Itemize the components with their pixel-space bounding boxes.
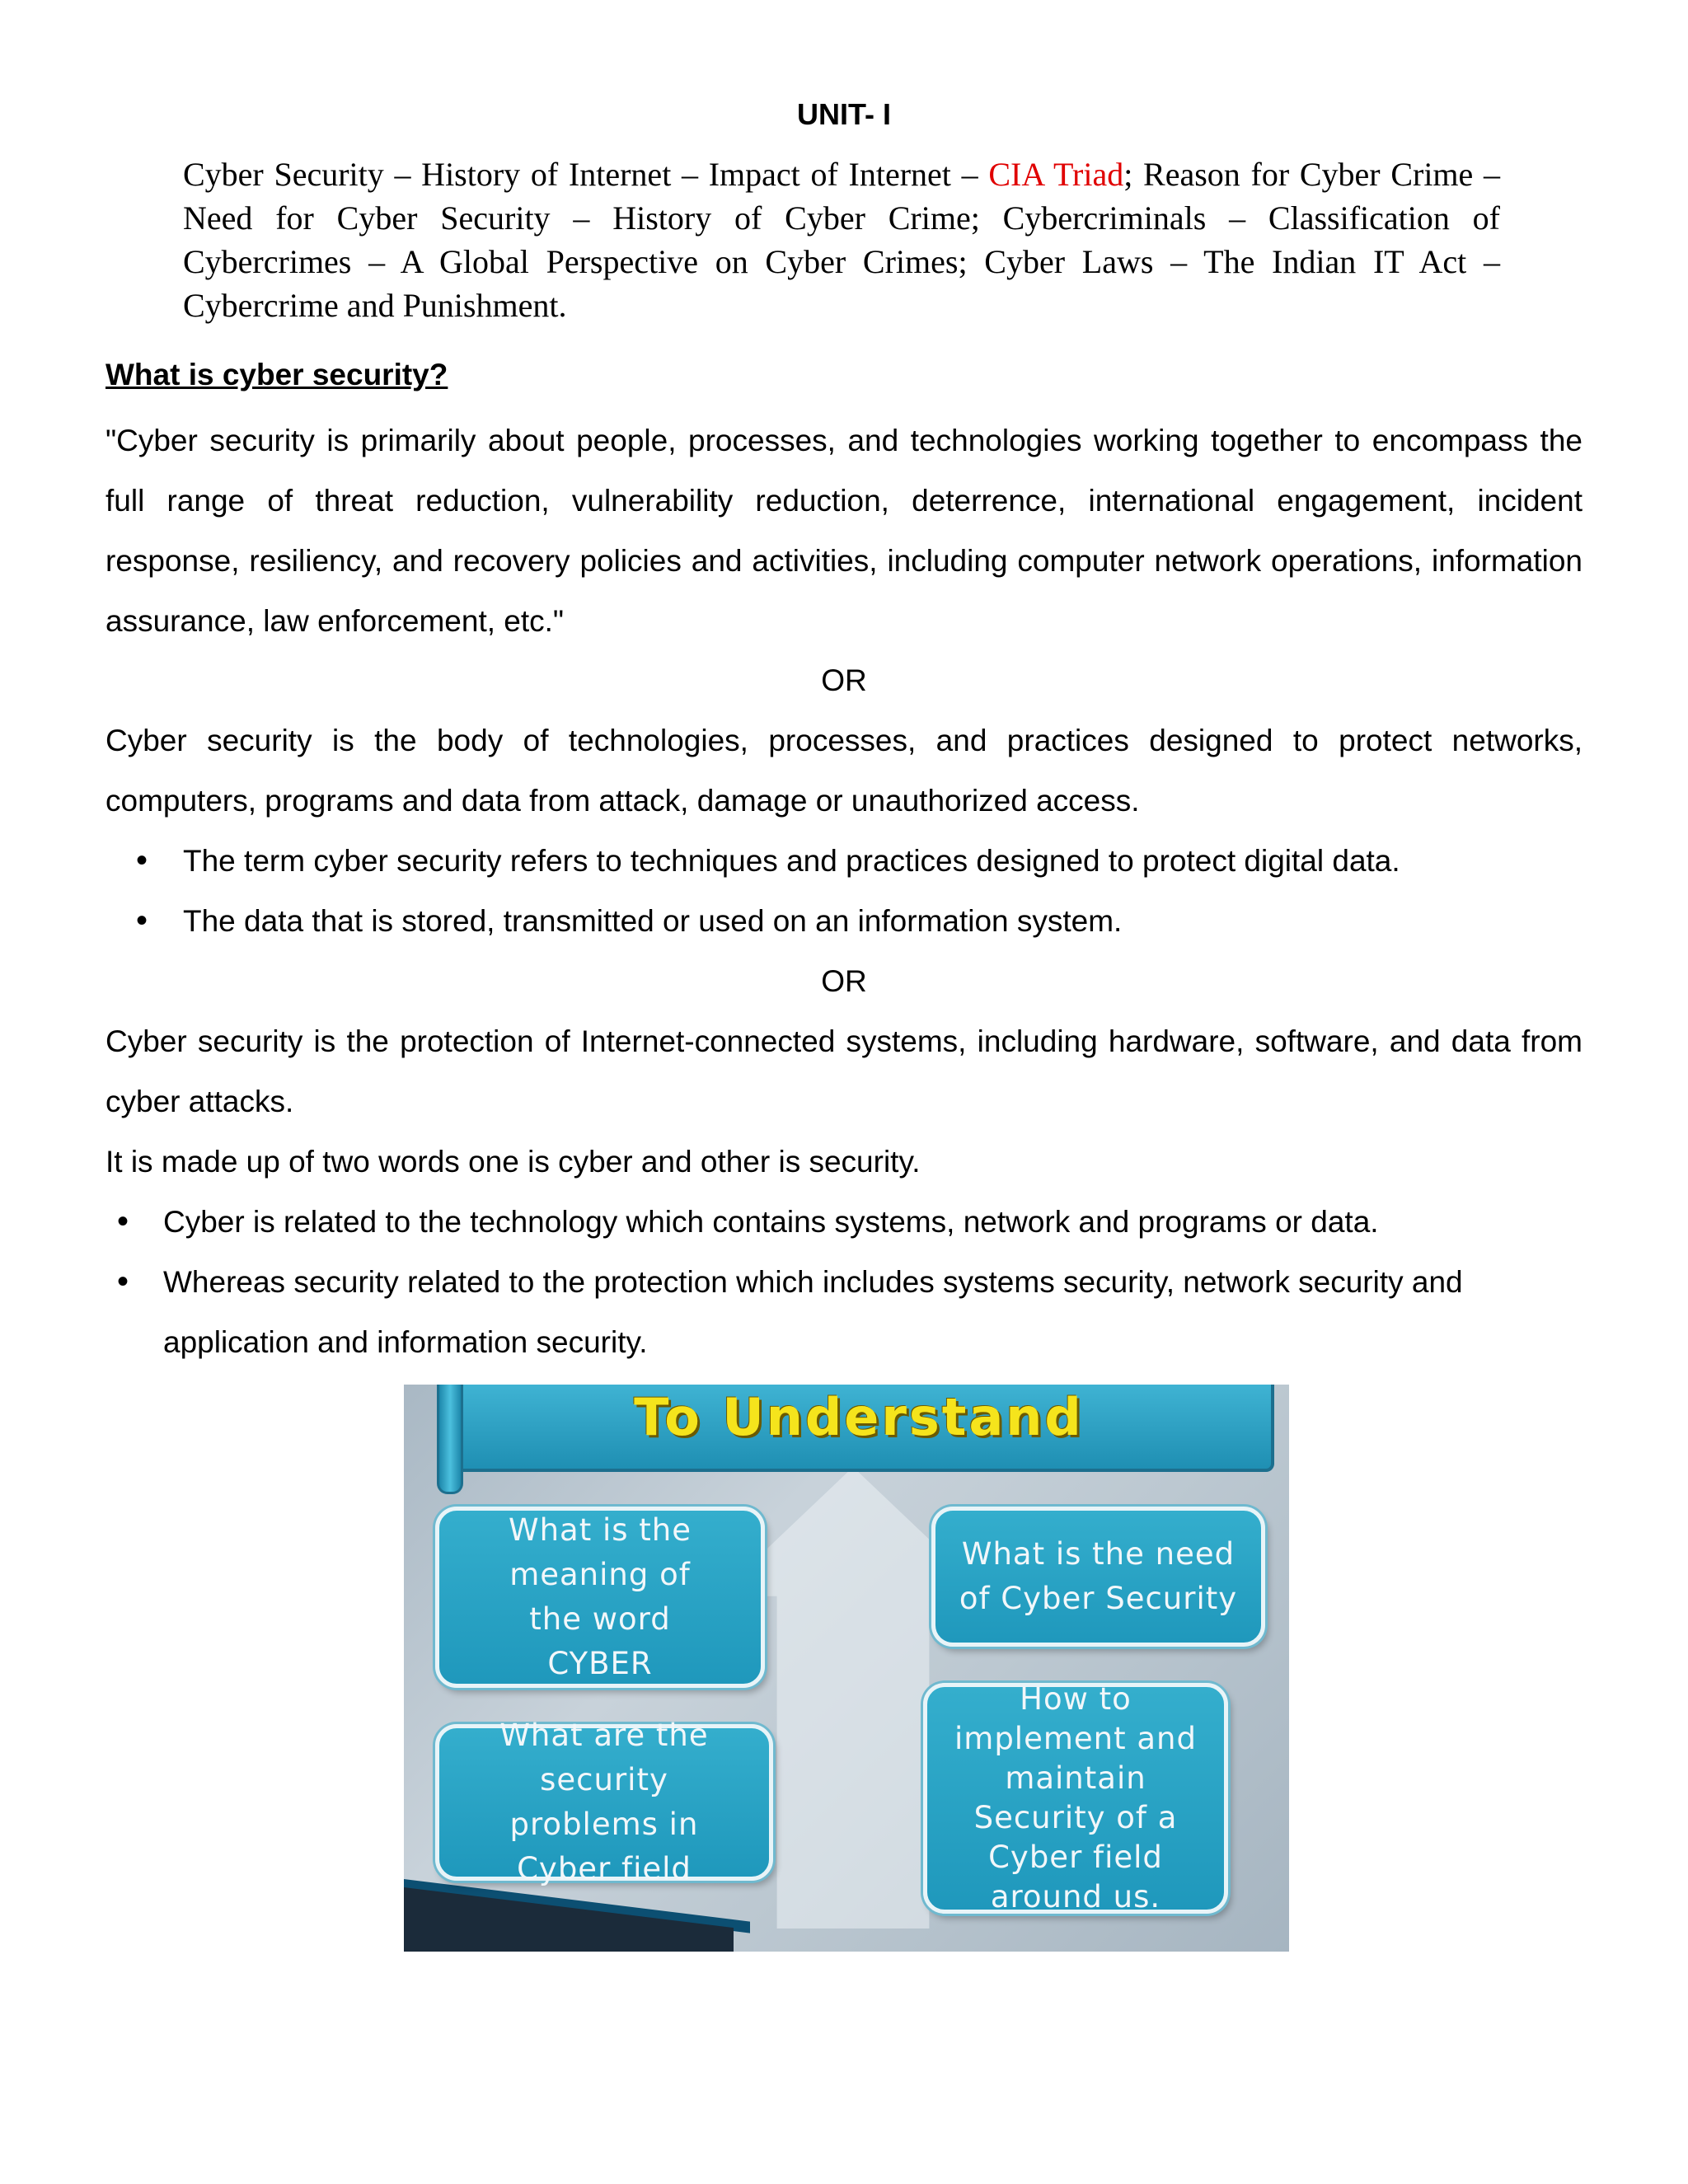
or-separator-2: OR: [821, 964, 867, 998]
box-line: Cyber field: [988, 1840, 1163, 1875]
syllabus-topics: [183, 152, 1500, 327]
definition-1: "Cyber security is primarily about people, processes, and technologies working together to encompass the full range of threat reduction, vulnerability reduction, deterrence, international engagement, incident response, resiliency, and recovery policies and activities, including computer network operations, information assurance, law enforcement, etc.": [106, 424, 1582, 638]
box-line: implement and: [954, 1721, 1197, 1756]
bullet-item: Whereas security related to the protection which includes systems security, network security and: [163, 1265, 1463, 1299]
definition-2: Cyber security is the body of technologies, processes, and practices designed to protect networks, computers, programs and data from attack, damage or unauthorized access.: [106, 724, 1582, 818]
box-line: maintain: [1005, 1760, 1146, 1796]
banner: [443, 1385, 1274, 1472]
info-box-implement-maintain: [923, 1683, 1228, 1914]
bullet-dot: •: [117, 1263, 129, 1300]
syllabus-highlight: CIA Triad: [988, 156, 1124, 193]
box-line: Security of a: [973, 1800, 1178, 1835]
definition-3: Cyber security is the protection of Internet-connected systems, including hardware, software, and data from cyber attacks.: [106, 1024, 1582, 1118]
or-separator-1: OR: [821, 663, 867, 697]
bullet-item-continued: application and information security.: [163, 1325, 648, 1359]
bullet-dot: •: [136, 902, 148, 939]
banner-title: To Understand: [634, 1387, 1084, 1447]
bullet-dot: •: [117, 1203, 129, 1240]
box-line: meaning of: [509, 1557, 691, 1592]
syllabus-part-1: Cyber Security – History of Internet – Impact of Internet –: [183, 156, 989, 193]
box-line: What is the: [508, 1512, 692, 1548]
box-line: the word: [529, 1601, 671, 1637]
syllabus-part-2: ; Reason for Cyber Crime – Need for Cyber Security – History of Cyber Crime; Cybercriminals – Classification of Cybercrimes – A Global Perspective on Cyber Crimes; Cyber Laws – The Indian IT Act – Cybercrime and Punishment.: [183, 156, 1501, 324]
bullet-item: The term cyber security refers to techniques and practices designed to protect digital data.: [183, 844, 1400, 878]
box-line: around us.: [990, 1879, 1161, 1915]
box-line: security: [540, 1762, 668, 1797]
box-line: What is the need: [961, 1536, 1236, 1572]
to-understand-infographic: [404, 1385, 1289, 1952]
info-box-need-cyber-security: [931, 1507, 1265, 1647]
two-words-line: It is made up of two words one is cyber and other is security.: [106, 1145, 921, 1179]
info-box-meaning-cyber: [435, 1507, 765, 1688]
box-line: CYBER: [547, 1646, 653, 1681]
box-line: of Cyber Security: [959, 1581, 1238, 1616]
box-line: What are the: [499, 1718, 709, 1753]
bullet-dot: •: [136, 842, 148, 879]
info-box-security-problems: [435, 1718, 773, 1886]
box-line: Cyber field: [517, 1851, 692, 1886]
banner-scroll-roll: [437, 1385, 463, 1494]
unit-title: UNIT- I: [797, 97, 891, 131]
bullet-item: The data that is stored, transmitted or used on an information system.: [183, 904, 1123, 938]
box-line: problems in: [509, 1807, 699, 1842]
bullet-item: Cyber is related to the technology which contains systems, network and programs or data.: [163, 1205, 1379, 1239]
section-heading: What is cyber security?: [106, 358, 448, 391]
box-line: How to: [1020, 1681, 1132, 1717]
